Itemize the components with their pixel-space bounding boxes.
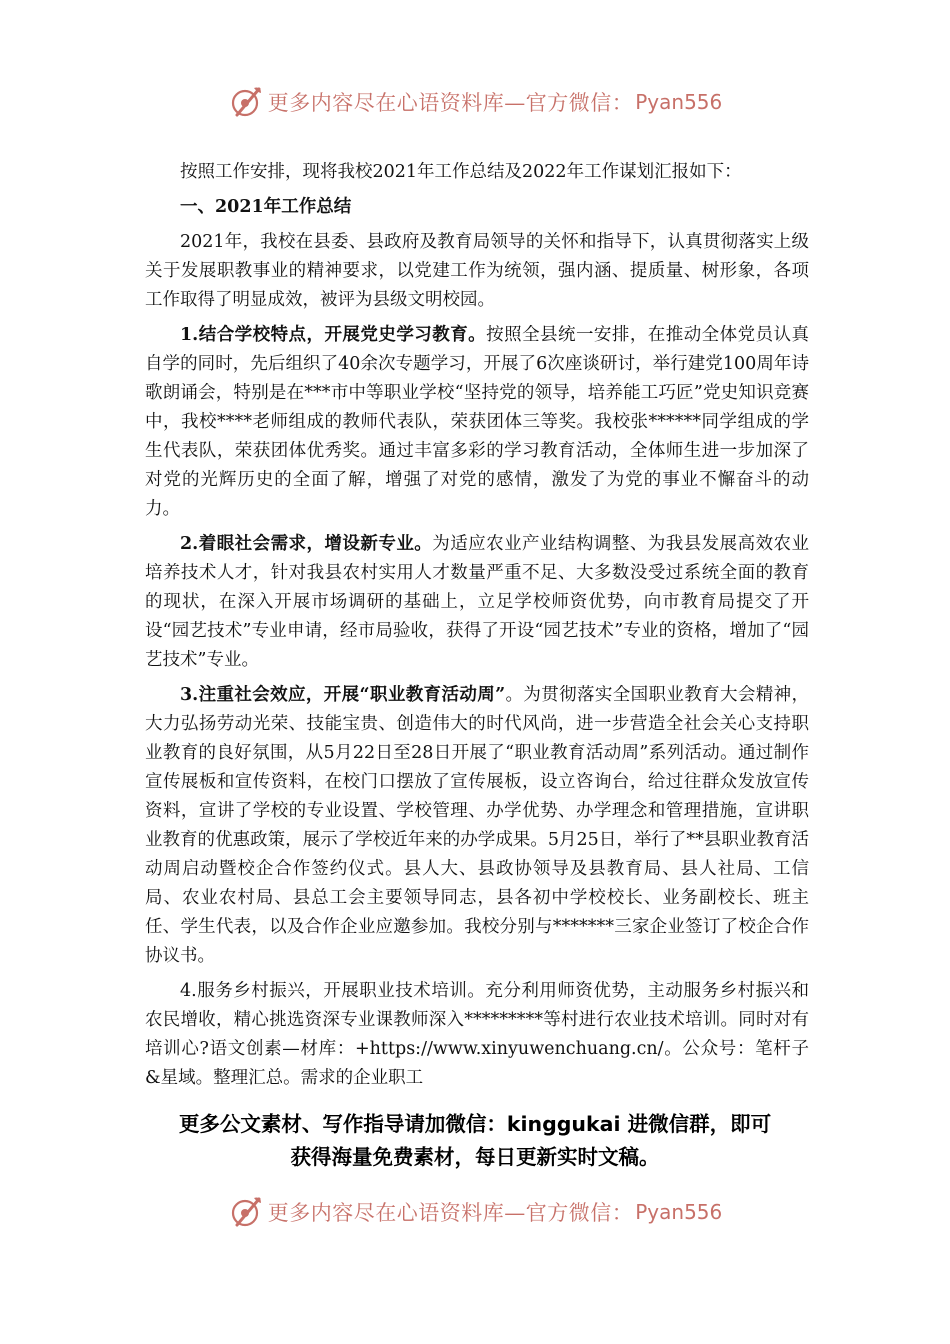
item-lead: 3.注重社会效应，开展“职业教育活动周” bbox=[180, 685, 506, 705]
document-body bbox=[145, 158, 809, 1093]
summary-paragraph: 2021年，我校在县委、县政府及教育局领导的关怀和指导下，认真贯彻落实上级关于发展职教事业的精神要求，以党建工作为统领，强内涵、提质量、树形象，各项工作取得了明显成效，被评为县级文明校园。 bbox=[145, 232, 809, 310]
quill-logo-icon bbox=[228, 84, 264, 120]
intro-paragraph: 按照工作安排，现将我校2021年工作总结及2022年工作谋划汇报如下： bbox=[180, 162, 742, 182]
item-body: 为适应农业产业结构调整、为我县发展高效农业培养技术人才，针对我县农村实用人才数量严重不足、大多数没受过系统全面的教育的现状，在深入开展市场调研的基础上，立足学校师资优势，向市教育局提交了开设“园艺技术”专业申请，经市局验收，获得了开设“园艺技术”专业的资格，增加了“园艺技术”专业。 bbox=[145, 534, 809, 670]
item-lead: 1.结合学校特点，开展党史学习教育。 bbox=[180, 325, 487, 345]
item-lead: 2.着眼社会需求，增设新专业。 bbox=[180, 534, 433, 554]
item-paragraph-2 bbox=[145, 530, 809, 675]
watermark-text: 更多内容尽在心语资料库—官方微信： bbox=[267, 91, 634, 115]
section-heading: 一、2021年工作总结 bbox=[180, 197, 352, 217]
item-paragraph-1 bbox=[145, 321, 809, 524]
item-body: 。为贯彻落实全国职业教育大会精神，大力弘扬劳动光荣、技能宝贵、创造伟大的时代风尚，进一步营造全社会关心支持职业教育的良好氛围，从5月22日至28日开展了“职业教育活动周”系列活动。通过制作宣传展板和宣传资料，在校门口摆放了宣传展板，设立咨询台，给过往群众发放宣传资料，宣讲了学校的专业设置、学校管理、办学优势、办学理念和管理措施，宣讲职业教育的优惠政策，展示了学校近年来的办学成果。5月25日，举行了**县职业教育活动周启动暨校企合作签约仪式。县人大、县政协领导及县教育局、县人社局、工信局、农业农村局、县总工会主要领导同志，县各初中学校校长、业务副校长、班主任、学生代表，以及合作企业应邀参加。我校分别与*******三家企业签订了校企合作协议书。 bbox=[145, 685, 809, 966]
promo-line-2: 获得海量免费素材，每日更新实时文稿。 bbox=[290, 1145, 660, 1169]
watermark-wechat-id: Pyan556 bbox=[635, 90, 723, 114]
item-body: 4.服务乡村振兴，开展职业技术培训。充分利用师资优势，主动服务乡村振兴和农民增收，精心挑选资深专业课教师深入*********等村进行农业技术培训。同时对有培训心?语文创素—材库：+https://www.xinyuwenchuang.cn/。公众号：笔杆子&星域。整理汇总。需求的企业职工 bbox=[145, 981, 809, 1088]
watermark-banner-bottom bbox=[0, 1190, 950, 1234]
watermark-text: 更多内容尽在心语资料库—官方微信： bbox=[267, 1201, 634, 1225]
watermark-wechat-id: Pyan556 bbox=[635, 1200, 723, 1224]
promo-notice bbox=[100, 1108, 850, 1174]
item-paragraph-3 bbox=[145, 681, 809, 971]
quill-logo-icon bbox=[228, 1194, 264, 1230]
watermark-banner-top bbox=[0, 80, 950, 124]
item-paragraph-4 bbox=[145, 977, 809, 1093]
promo-line-1: 更多公文素材、写作指导请加微信：kinggukai 进微信群，即可 bbox=[178, 1112, 772, 1136]
item-body: 按照全县统一安排，在推动全体党员认真自学的同时，先后组织了40余次专题学习，开展了6次座谈研讨，举行建党100周年诗歌朗诵会，特别是在***市中等职业学校“坚持党的领导，培养能工巧匠”党史知识竞赛中，我校****老师组成的教师代表队，荣获团体三等奖。我校张******同学组成的学生代表队，荣获团体优秀奖。通过丰富多彩的学习教育活动，全体师生进一步加深了对党的光辉历史的全面了解，增强了对党的感情，激发了为党的事业不懈奋斗的动力。 bbox=[145, 325, 809, 519]
